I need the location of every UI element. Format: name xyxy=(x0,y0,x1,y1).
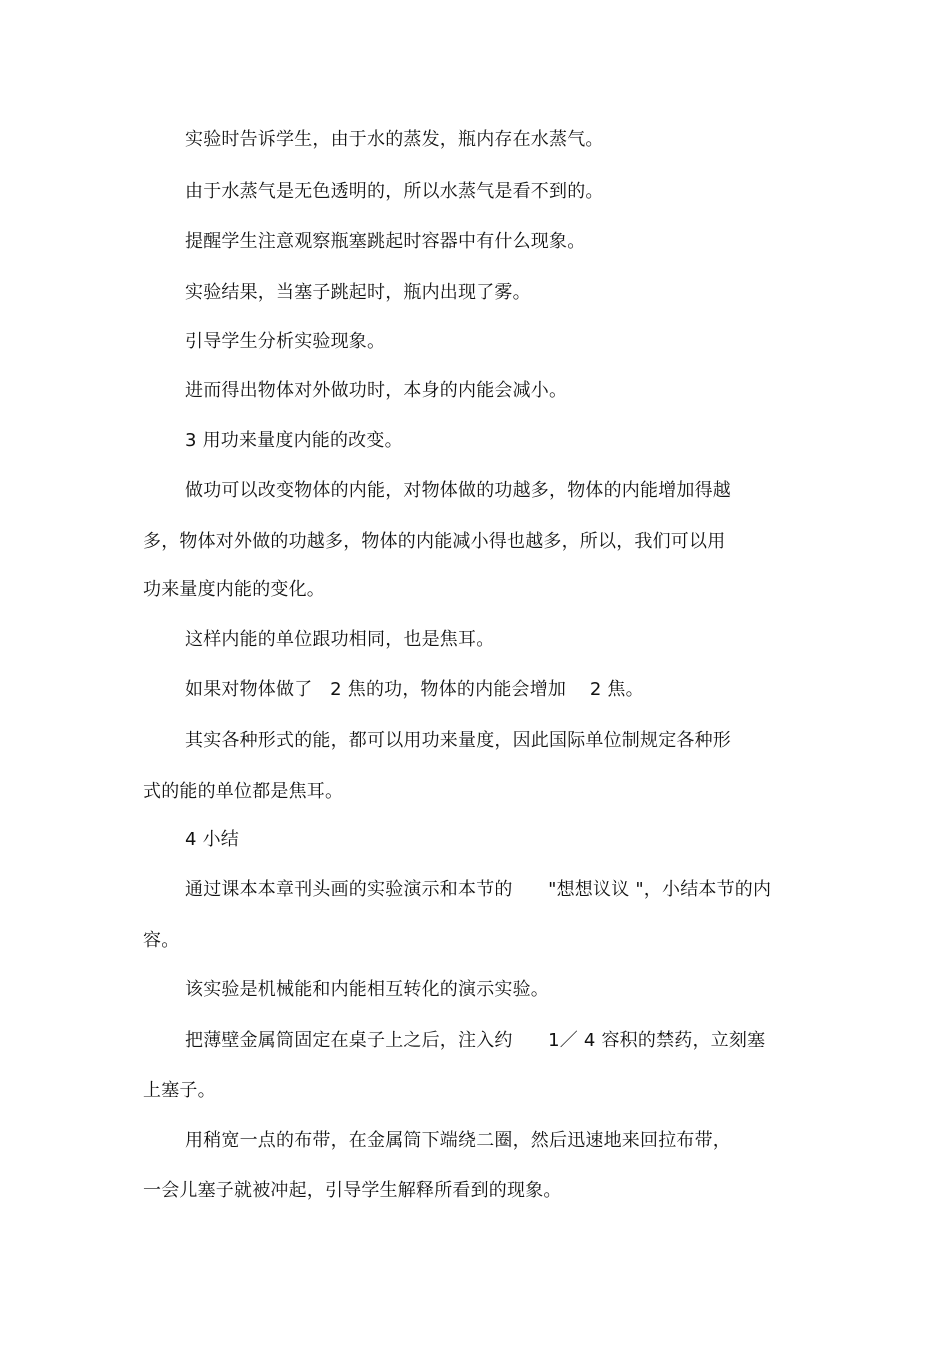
paragraph-line: 提醒学生注意观察瓶塞跳起时容器中有什么现象。 xyxy=(185,231,586,252)
paragraph-line: 一会儿塞子就被冲起，引导学生解释所看到的现象。 xyxy=(143,1180,562,1201)
paragraph-line: 式的能的单位都是焦耳。 xyxy=(143,781,344,802)
paragraph-line: 如果对物体做了 2 焦的功，物体的内能会增加 2 焦。 xyxy=(185,679,644,700)
paragraph-line: 实验时告诉学生，由于水的蒸发，瓶内存在水蒸气。 xyxy=(185,129,604,150)
paragraph-line: 用稍宽一点的布带，在金属筒下端绕二圈，然后迅速地来回拉布带， xyxy=(185,1130,731,1151)
paragraph-line: 这样内能的单位跟功相同，也是焦耳。 xyxy=(185,629,495,650)
paragraph-line: 通过课本本章刊头画的实验演示和本节的 "想想议议 "，小结本节的内 xyxy=(185,879,772,900)
paragraph-line: 由于水蒸气是无色透明的，所以水蒸气是看不到的。 xyxy=(185,181,604,202)
paragraph-line: 引导学生分析实验现象。 xyxy=(185,331,386,352)
paragraph-line: 该实验是机械能和内能相互转化的演示实验。 xyxy=(185,979,549,1000)
section-heading: 3 用功来量度内能的改变。 xyxy=(185,430,403,451)
paragraph-line: 其实各种形式的能，都可以用功来量度，因此国际单位制规定各种形 xyxy=(185,730,731,751)
paragraph-line: 上塞子。 xyxy=(143,1080,216,1101)
paragraph-line: 容。 xyxy=(143,930,180,951)
paragraph-line: 把薄壁金属筒固定在桌子上之后，注入约 1／ 4 容积的禁药，立刻塞 xyxy=(185,1030,766,1051)
paragraph-line: 功来量度内能的变化。 xyxy=(143,579,325,600)
paragraph-line: 做功可以改变物体的内能，对物体做的功越多，物体的内能增加得越 xyxy=(185,480,731,501)
paragraph-line: 进而得出物体对外做功时，本身的内能会减小。 xyxy=(185,380,568,401)
section-heading: 4 小结 xyxy=(185,829,239,850)
paragraph-line: 实验结果，当塞子跳起时，瓶内出现了雾。 xyxy=(185,282,531,303)
paragraph-line: 多，物体对外做的功越多，物体的内能减小得也越多，所以，我们可以用 xyxy=(143,531,726,552)
